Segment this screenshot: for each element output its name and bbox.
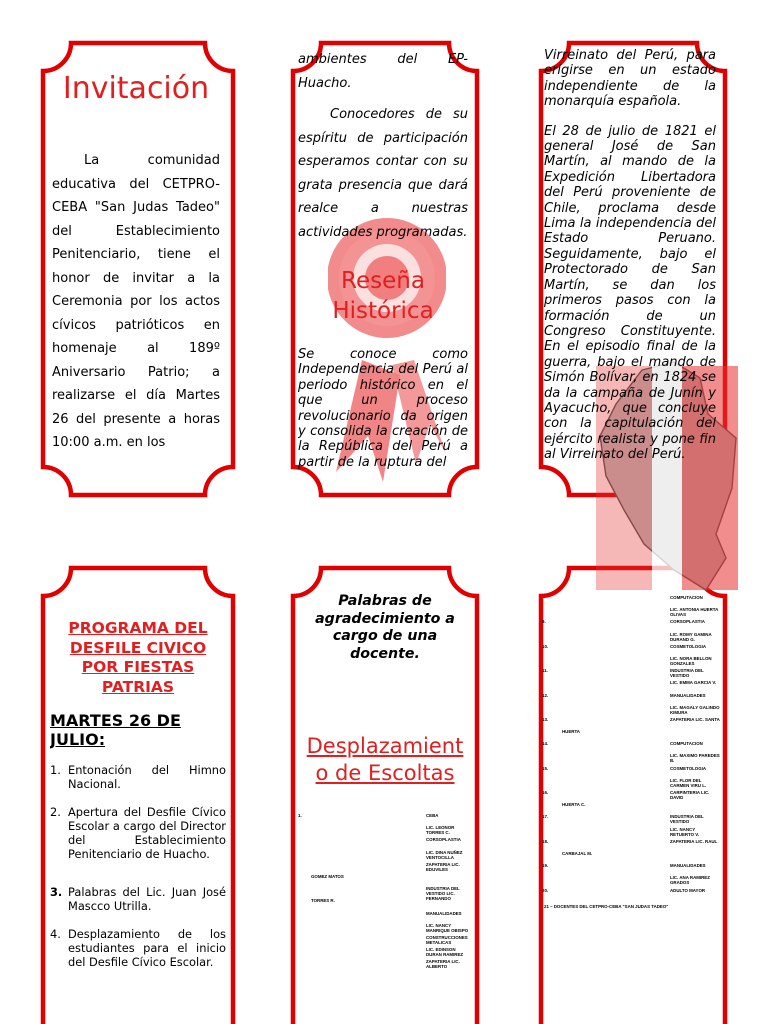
programa-date: MARTES 26 DE JULIO: (50, 711, 181, 749)
table-row: 19. MANUALIDADES (542, 863, 706, 869)
item-text: Entonación del Himno Nacional. (68, 763, 226, 791)
resena-content (298, 48, 468, 488)
table-row: MANUALIDADES (426, 910, 462, 916)
item-text: Apertura del Desfile Cívico Escolar a cargo del Director del Establecimiento Penitenciario de Huacho. (68, 805, 226, 861)
table-row: 9. CORSOPLASTIA (542, 619, 705, 625)
table-row: 17. INDUSTRIA DEL VESTIDO (542, 814, 704, 825)
item-number: 4. (50, 927, 61, 941)
list-item (50, 885, 226, 913)
table-row: LIC. ROMY GAMINA DURAND G. (670, 631, 712, 642)
programa-content (50, 619, 226, 1024)
invitacion-title: Invitación (62, 71, 210, 106)
item-number: 3. (50, 885, 63, 899)
item-number: 2. (50, 805, 61, 819)
programa-title: PROGRAMA DEL DESFILE CIVICO POR FIESTAS PATRIAS (68, 619, 208, 696)
table-row: LIC. EMMA GARCIA V. (670, 680, 717, 686)
table-row: ZAPATERIA LIC. ALBERTO (426, 959, 460, 970)
table-row: LIC. ANA RAMIREZ GRADOS (670, 875, 710, 886)
list-item (50, 763, 226, 791)
list-item (50, 805, 226, 861)
item-text: Palabras del Lic. Juan José Mascco Utrilla. (68, 885, 226, 913)
panel-lista (538, 565, 728, 1024)
table-row: HUERTA C. (562, 802, 586, 808)
list-footer: 21 – DOCENTES DEL CETPRO-CEBA "SAN JUDAS TADEO" (544, 903, 669, 909)
table-row: GOMEZ MATOS (311, 873, 344, 879)
panel-palabras (290, 565, 480, 1024)
table-row: LIC. MAGALY GALINDO KIMURA (670, 704, 720, 715)
table-row: 1. CEBA (298, 813, 439, 818)
invitacion-content (52, 70, 220, 470)
table-row: LIC. NANCY RETUERTO V. (670, 826, 700, 837)
table-row: LIC. NORA BELLON GONZALES (670, 655, 712, 666)
historia-para2: El 28 de julio de 1821 el general José de San Martín, al mando de la Expedición Libertadora del Perú proveniente de Chile, proclama desde Lima la independencia del Estado Peruano. Seguidamente, bajo el Protectorado de San Martín, se dan los primeros pasos con la formación de un Congreso Constituyente. En el episodio final de la guerra, bajo el mando de Simón Bolívar, en 1824 se da la campaña de Junín y Ayacucho, que concluye con la capitulación del ejército realista y pone fin al Virreinato del Perú. (544, 123, 716, 463)
table-row: LIC. DINA NUÑEZ VENTOCILLA (426, 849, 463, 860)
historia-para1: Virreinato del Perú, para erigirse en un estado independiente de la monarquía española. (544, 48, 716, 110)
table-row: 14. COMPUTACION (542, 741, 703, 747)
participants-list-left (298, 813, 472, 971)
table-row: HUERTA (562, 729, 580, 735)
table-row: TORRES R. (311, 898, 335, 904)
resena-title: Reseña Histórica (332, 268, 434, 324)
table-row: LIC. LEONOR TORRES C. (426, 825, 455, 836)
table-row: 16. CARPINTERIA LIC. DAVID (542, 790, 710, 800)
desplazamiento-title: Desplazamiento de Escoltas (306, 734, 464, 785)
table-row: LIC. MAXIMO PAREDES B. (670, 753, 720, 764)
palabras-content (298, 593, 472, 1024)
panel-historia (538, 40, 728, 498)
table-row: CARBAJAL M. (562, 850, 593, 856)
table-row: CONSTRUCCIONES METALICAS (426, 934, 468, 945)
table-row: CORSOPLASTIA (426, 837, 461, 843)
table-row: 13. ZAPATERIA LIC. SANTA (542, 716, 720, 722)
resena-para1: ambientes del EP-Huacho. (298, 52, 468, 91)
resena-para2: Conocedores de su espíritu de participación esperamos contar con su grata presencia que dará realce a nuestras actividades programadas. (298, 107, 468, 240)
programa-list (50, 763, 226, 969)
table-row: COMPUTACION (670, 595, 703, 600)
table-row: 10. COSMETOLOGIA (542, 643, 707, 649)
table-row: 20. ADULTO MAYOR (542, 887, 706, 893)
table-row: LIC. FLOR DEL CARMEN VIRU L. (670, 777, 707, 788)
table-row: 12. MANUALIDADES (542, 692, 706, 698)
table-row: 11. INDUSTRIA DEL VESTIDO (542, 668, 704, 679)
panel-resena (290, 40, 480, 498)
list-item (50, 927, 226, 969)
table-row: LIC. EDINSON DURAN RAMIREZ (426, 947, 464, 958)
table-row: 18. ZAPATERIA LIC. RAUL (542, 838, 718, 844)
table-row: LIC. ANTONIA HUERTA OLIVAS (670, 607, 719, 618)
lista-content (542, 595, 720, 1024)
table-row: ZAPATERIA LIC. EDUVILES (426, 861, 460, 872)
palabras-heading: Palabras de agradecimiento a cargo de una docente. (315, 593, 455, 662)
resena-para3: Se conoce como Independencia del Perú al periodo histórico en el que un proceso revolucionario da origen y consolida la creación de la República del Perú a partir de la ruptura del (298, 347, 468, 470)
item-text: Desplazamiento de los estudiantes para el inicio del Desfile Cívico Escolar. (68, 927, 226, 969)
table-row: 15. COSMETOLOGIA (542, 765, 707, 771)
invitacion-body: La comunidad educativa del CETPRO-CEBA "San Judas Tadeo" del Establecimiento Penitenciario, tiene el honor de invitar a la Ceremonia por los actos cívicos patrióticos en homenaje al 189º Aniversario Patrio; a realizarse el día Martes 26 del presente a horas 10:00 a.m. en los (52, 153, 220, 450)
table-row: LIC. NANCY MANRIQUE OBISPO (426, 922, 469, 933)
table-row: INDUSTRIA DEL VESTIDO LIC. FERNANDO (426, 886, 460, 902)
panel-invitacion (40, 40, 236, 498)
historia-content (544, 48, 716, 488)
panel-programa (40, 565, 236, 1024)
item-number: 1. (50, 763, 61, 777)
participants-list-right (542, 595, 720, 900)
